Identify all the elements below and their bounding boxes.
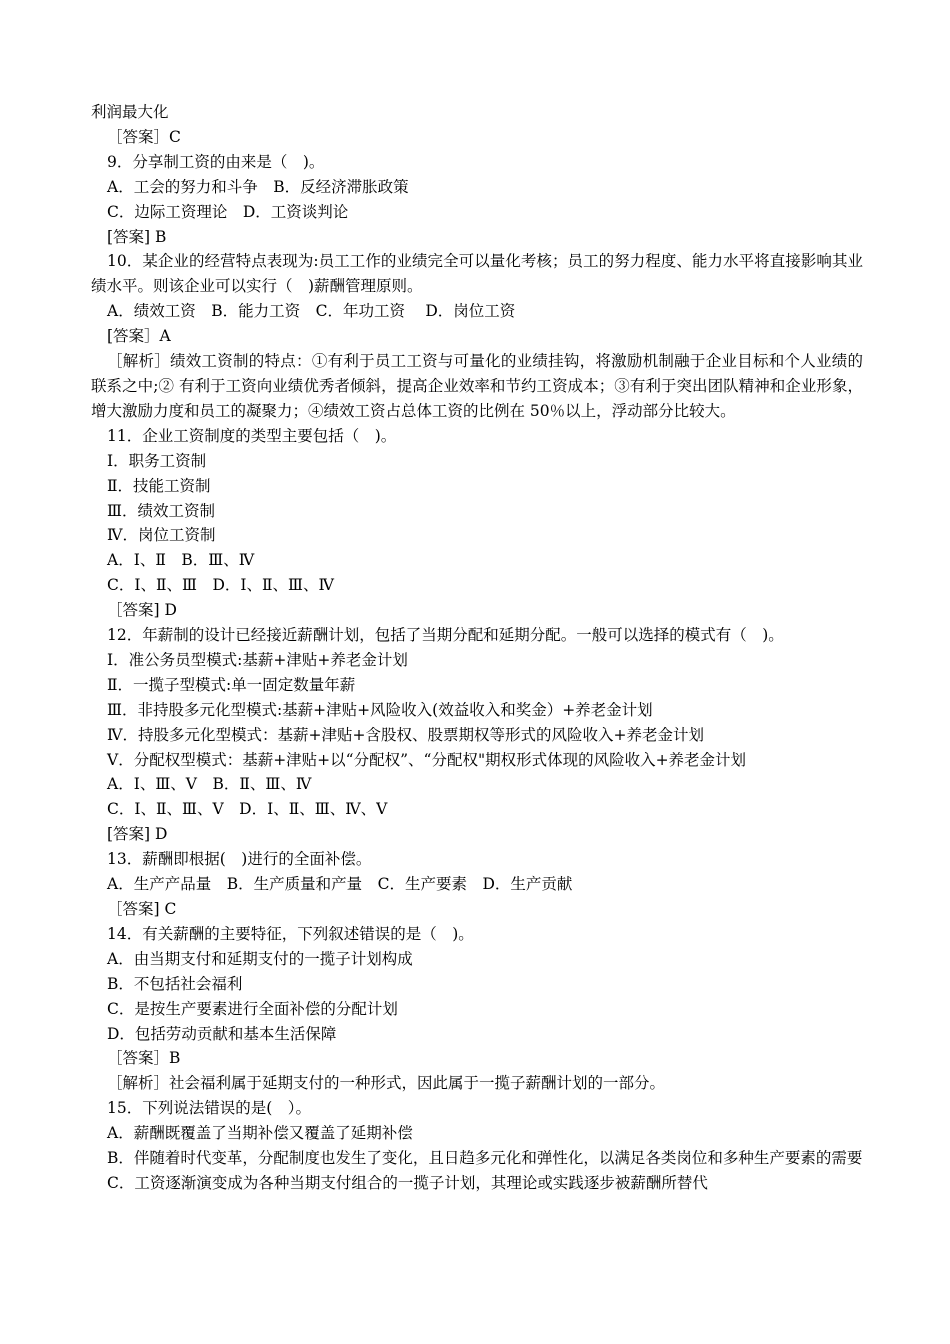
text-line: 利润最大化	[91, 103, 169, 121]
text-line: B．不包括社会福利	[107, 974, 243, 993]
text-line: Ⅰ．职务工资制	[107, 451, 207, 470]
text-line: A．薪酬既覆盖了当期补偿又覆盖了延期补偿	[107, 1124, 413, 1143]
text-line: [答案] B	[107, 227, 167, 246]
text-line: ［答案］B	[107, 1049, 181, 1068]
text-line: 12．年薪制的设计已经接近薪酬计划，包括了当期分配和延期分配。一般可以选择的模式有（ )。	[107, 626, 784, 645]
text-line: ［解析］社会福利属于延期支付的一种形式，因此属于一揽子薪酬计划的一部分。	[107, 1074, 666, 1093]
text-line: C．Ⅰ、Ⅱ、Ⅲ D．Ⅰ、Ⅱ、Ⅲ、Ⅳ	[107, 576, 334, 595]
text-line: 11．企业工资制度的类型主要包括（ )。	[107, 426, 397, 445]
text-line: 10．某企业的经营特点表现为:员工工作的业绩完全可以量化考核；员工的努力程度、能力水平将直接影响其业绩水平。则该企业可以实行（ )薪酬管理原则。	[91, 252, 863, 296]
text-line: C．工资逐渐演变成为各种当期支付组合的一揽子计划，其理论或实践逐步被薪酬所替代	[107, 1173, 708, 1192]
text-line: Ⅲ．非持股多元化型模式:基薪+津贴+风险收入(效益收入和奖金）+养老金计划	[107, 700, 653, 719]
text-line: C．Ⅰ、Ⅱ、Ⅲ、Ⅴ D．Ⅰ、Ⅱ、Ⅲ、Ⅳ、Ⅴ	[107, 800, 388, 819]
text-line: A．由当期支付和延期支付的一揽子计划构成	[107, 949, 413, 968]
text-line: 15．下列说法错误的是( ）。	[107, 1099, 312, 1118]
text-line: ［答案] C	[107, 900, 177, 918]
document-body	[91, 100, 863, 1196]
text-line: ［答案］C	[107, 127, 181, 146]
text-line: Ⅱ．技能工资制	[107, 476, 211, 495]
text-line: 14．有关薪酬的主要特征，下列叙述错误的是（ )。	[107, 924, 474, 943]
text-line: Ⅲ．绩效工资制	[107, 501, 215, 520]
text-line: [答案］A	[107, 327, 171, 346]
text-line: Ⅰ．准公务员型模式:基薪+津贴+养老金计划	[107, 650, 408, 669]
text-line: Ⅴ．分配权型模式：基薪+津贴+以“分配权”、“分配权"期权形式体现的风险收入+养老金计划	[107, 750, 747, 769]
text-line: A．生产产品量 B．生产质量和产量 C．生产要素 D．生产贡献	[107, 875, 573, 894]
text-line: Ⅳ．持股多元化型模式：基薪+津贴+含股权、股票期权等形式的风险收入+养老金计划	[107, 725, 704, 744]
text-line: D．包括劳动贡献和基本生活保障	[107, 1024, 337, 1043]
text-line: C．是按生产要素进行全面补偿的分配计划	[107, 999, 398, 1018]
text-line: [答案] D	[107, 825, 168, 844]
text-line: ［解析］绩效工资制的特点：①有利于员工工资与可量化的业绩挂钩，将激励机制融于企业目标和个人业绩的联系之中;② 有利于工资向业绩优秀者倾斜，提高企业效率和节约工资成本；③有利于突出团队精神和企业形象，增大激励力度和员工的凝聚力；④绩效工资占总体工资的比例在 50％以上，浮动部分比较大。	[91, 352, 863, 420]
text-line: B．伴随着时代变革，分配制度也发生了变化，且日趋多元化和弹性化，以满足各类岗位和多种生产要素的需要	[107, 1149, 863, 1168]
text-line: C．边际工资理论 D．工资谈判论	[107, 202, 349, 221]
text-line: A．Ⅰ、Ⅱ B．Ⅲ、Ⅳ	[107, 551, 255, 570]
text-line: ［答案] D	[107, 601, 177, 620]
text-line: Ⅱ．一揽子型模式:单一固定数量年薪	[107, 675, 356, 694]
text-line: 13．薪酬即根据( )进行的全面补偿。	[107, 850, 372, 869]
text-line: Ⅳ．岗位工资制	[107, 526, 216, 545]
text-line: A．工会的努力和斗争 B．反经济滞胀政策	[107, 177, 409, 196]
text-line: 9．分享制工资的由来是（ )。	[107, 152, 325, 171]
text-line: A．Ⅰ、Ⅲ、Ⅴ B．Ⅱ、Ⅲ、Ⅳ	[107, 775, 312, 794]
text-line: A．绩效工资 B．能力工资 C．年功工资 D．岗位工资	[107, 302, 516, 321]
